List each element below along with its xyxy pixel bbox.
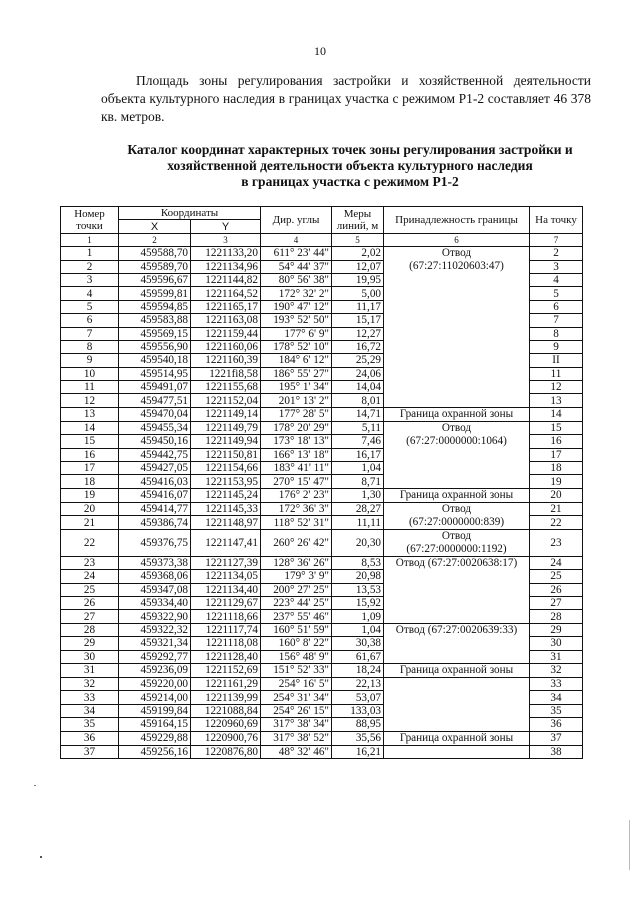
coord-y: 1221152,69 bbox=[191, 663, 261, 677]
coord-y: 1221164,52 bbox=[191, 287, 261, 300]
coord-y: 1221145,33 bbox=[191, 502, 261, 516]
coord-y: 1221153,95 bbox=[191, 475, 261, 488]
point-number: 10 bbox=[61, 367, 119, 380]
line-length: 53,07 bbox=[332, 691, 384, 704]
boundary-owner-text: Граница охранной зоны bbox=[399, 488, 514, 501]
intro-paragraph: Площадь зоны регулирования застройки и хозяйственной деятельности объекта культурного наследия в границах участка с режимом Р1-2 составляет 46 378 кв. метров. bbox=[101, 73, 591, 124]
coord-y: 1220900,76 bbox=[191, 731, 261, 745]
table-body bbox=[61, 247, 583, 759]
to-point: 26 bbox=[530, 583, 583, 596]
coord-x: 459427,05 bbox=[119, 462, 191, 475]
line-length: 11,17 bbox=[332, 300, 384, 313]
direction-angle: 128° 36' 26" bbox=[261, 556, 332, 569]
line-length: 14,04 bbox=[332, 381, 384, 394]
column-index: 5 bbox=[332, 233, 384, 246]
boundary-owner bbox=[384, 663, 530, 677]
coord-x: 459569,15 bbox=[119, 327, 191, 340]
line-length: 7,46 bbox=[332, 435, 384, 448]
direction-angle: 177° 28' 5" bbox=[261, 407, 332, 421]
to-point: II bbox=[530, 354, 583, 367]
to-point: 23 bbox=[530, 529, 583, 556]
line-length: 16,21 bbox=[332, 745, 384, 758]
point-number: 32 bbox=[61, 677, 119, 690]
boundary-owner bbox=[384, 421, 530, 488]
to-point: 7 bbox=[530, 314, 583, 327]
direction-angle: 176° 2' 23" bbox=[261, 488, 332, 502]
point-number: 11 bbox=[61, 381, 119, 394]
scan-edge-line bbox=[629, 820, 630, 870]
point-number: 26 bbox=[61, 596, 119, 609]
boundary-owner-text: (67:27:0000000:1064) bbox=[406, 434, 507, 447]
table-row bbox=[61, 421, 583, 434]
scan-speck bbox=[40, 856, 42, 858]
header-boundary-owner: Принадлежность границы bbox=[384, 207, 530, 234]
to-point: 11 bbox=[530, 367, 583, 380]
coord-y: 1221139,99 bbox=[191, 691, 261, 704]
coord-x: 459322,90 bbox=[119, 610, 191, 623]
point-number: 8 bbox=[61, 340, 119, 353]
header-line-lengths: Меры линий, м bbox=[332, 207, 384, 234]
line-length: 20,30 bbox=[332, 529, 384, 556]
point-number: 21 bbox=[61, 516, 119, 530]
line-length: 28,27 bbox=[332, 502, 384, 516]
header-point-number: Номер точки bbox=[61, 207, 119, 234]
to-point: 19 bbox=[530, 475, 583, 488]
coord-y: 1221128,40 bbox=[191, 650, 261, 663]
coord-x: 459477,51 bbox=[119, 394, 191, 407]
coord-y: 1221160,39 bbox=[191, 354, 261, 367]
direction-angle: 260° 26' 42" bbox=[261, 529, 332, 556]
line-length: 24,06 bbox=[332, 367, 384, 380]
coord-x: 459386,74 bbox=[119, 516, 191, 530]
boundary-owner bbox=[384, 529, 530, 556]
direction-angle: 254° 16' 5" bbox=[261, 677, 332, 690]
boundary-owner-text: (67:27:0000000:1192) bbox=[406, 542, 507, 555]
column-index: 6 bbox=[384, 233, 530, 246]
coord-y: 1221155,68 bbox=[191, 381, 261, 394]
direction-angle: 172° 32' 2" bbox=[261, 287, 332, 300]
coord-y: 1221127,39 bbox=[191, 556, 261, 569]
line-length: 88,95 bbox=[332, 718, 384, 731]
header-angles: Дир. углы bbox=[261, 207, 332, 234]
point-number: 18 bbox=[61, 475, 119, 488]
to-point: 17 bbox=[530, 448, 583, 461]
boundary-owner-text: Граница охранной зоны bbox=[399, 663, 514, 676]
direction-angle: 118° 52' 31" bbox=[261, 516, 332, 530]
coord-x: 459599,81 bbox=[119, 287, 191, 300]
coord-x: 459470,04 bbox=[119, 407, 191, 421]
direction-angle: 270° 15' 47" bbox=[261, 475, 332, 488]
line-length: 35,56 bbox=[332, 731, 384, 745]
to-point: 32 bbox=[530, 663, 583, 677]
point-number: 31 bbox=[61, 663, 119, 677]
table-row bbox=[61, 407, 583, 421]
point-number: 36 bbox=[61, 731, 119, 745]
line-length: 2,02 bbox=[332, 247, 384, 260]
coord-x: 459376,75 bbox=[119, 529, 191, 556]
to-point: 31 bbox=[530, 650, 583, 663]
coord-x: 459514,95 bbox=[119, 367, 191, 380]
point-number: 13 bbox=[61, 407, 119, 421]
direction-angle: 184° 6' 12" bbox=[261, 354, 332, 367]
to-point: 36 bbox=[530, 718, 583, 731]
line-length: 19,95 bbox=[332, 273, 384, 286]
coord-y: 1221fi8,58 bbox=[191, 367, 261, 380]
direction-angle: 193° 52' 50" bbox=[261, 314, 332, 327]
to-point: 20 bbox=[530, 488, 583, 502]
coord-y: 1221118,08 bbox=[191, 637, 261, 650]
to-point: 8 bbox=[530, 327, 583, 340]
line-length: 13,53 bbox=[332, 583, 384, 596]
coord-x: 459292,77 bbox=[119, 650, 191, 663]
point-number: 5 bbox=[61, 300, 119, 313]
coord-y: 1221088,84 bbox=[191, 704, 261, 717]
table-row bbox=[61, 745, 583, 758]
coord-x: 459540,18 bbox=[119, 354, 191, 367]
direction-angle: 156° 48' 9" bbox=[261, 650, 332, 663]
point-number: 33 bbox=[61, 691, 119, 704]
line-length: 16,72 bbox=[332, 340, 384, 353]
coord-x: 459236,09 bbox=[119, 663, 191, 677]
coord-x: 459589,70 bbox=[119, 260, 191, 273]
coord-x: 459455,34 bbox=[119, 421, 191, 434]
coord-y: 1221134,96 bbox=[191, 260, 261, 273]
direction-angle: 151° 52' 33" bbox=[261, 663, 332, 677]
point-number: 30 bbox=[61, 650, 119, 663]
point-number: 20 bbox=[61, 502, 119, 516]
line-length: 8,01 bbox=[332, 394, 384, 407]
boundary-owner bbox=[384, 407, 530, 421]
to-point: 12 bbox=[530, 381, 583, 394]
direction-angle: 160° 8' 22" bbox=[261, 637, 332, 650]
heading-line-1: Каталог координат характерных точек зоны регулирования застройки и bbox=[127, 142, 573, 157]
point-number: 34 bbox=[61, 704, 119, 717]
point-number: 2 bbox=[61, 260, 119, 273]
point-number: 29 bbox=[61, 637, 119, 650]
to-point: 4 bbox=[530, 273, 583, 286]
coord-x: 459414,77 bbox=[119, 502, 191, 516]
to-point: 5 bbox=[530, 287, 583, 300]
coord-x: 459373,38 bbox=[119, 556, 191, 569]
direction-angle: 178° 52' 10" bbox=[261, 340, 332, 353]
to-point: 25 bbox=[530, 570, 583, 583]
header-y: Y bbox=[191, 220, 261, 233]
coord-x: 459596,67 bbox=[119, 273, 191, 286]
coord-y: 1221118,66 bbox=[191, 610, 261, 623]
line-length: 15,17 bbox=[332, 314, 384, 327]
line-length: 14,71 bbox=[332, 407, 384, 421]
coord-x: 459368,06 bbox=[119, 570, 191, 583]
point-number: 27 bbox=[61, 610, 119, 623]
direction-angle: 201° 13' 2" bbox=[261, 394, 332, 407]
coordinates-table bbox=[60, 206, 583, 759]
coord-y: 1221134,05 bbox=[191, 570, 261, 583]
catalog-heading bbox=[100, 142, 600, 190]
line-length: 61,67 bbox=[332, 650, 384, 663]
line-length: 12,07 bbox=[332, 260, 384, 273]
coord-x: 459347,08 bbox=[119, 583, 191, 596]
line-length: 1,04 bbox=[332, 623, 384, 636]
to-point: 37 bbox=[530, 731, 583, 745]
coord-y: 1221133,20 bbox=[191, 247, 261, 260]
direction-angle: 254° 31' 34" bbox=[261, 691, 332, 704]
line-length: 12,27 bbox=[332, 327, 384, 340]
point-number: 15 bbox=[61, 435, 119, 448]
boundary-owner-text: Граница охранной зоны bbox=[399, 731, 514, 744]
point-number: 24 bbox=[61, 570, 119, 583]
coord-x: 459164,15 bbox=[119, 718, 191, 731]
line-length: 20,98 bbox=[332, 570, 384, 583]
line-length: 22,13 bbox=[332, 677, 384, 690]
coord-x: 459588,70 bbox=[119, 247, 191, 260]
line-length: 8,53 bbox=[332, 556, 384, 569]
to-point: 9 bbox=[530, 340, 583, 353]
direction-angle: 317° 38' 52" bbox=[261, 731, 332, 745]
coord-x: 459416,03 bbox=[119, 475, 191, 488]
coord-y: 1221159,44 bbox=[191, 327, 261, 340]
column-index: 7 bbox=[530, 233, 583, 246]
coord-x: 459334,40 bbox=[119, 596, 191, 609]
direction-angle: 183° 41' 11" bbox=[261, 462, 332, 475]
point-number: 4 bbox=[61, 287, 119, 300]
coord-x: 459450,16 bbox=[119, 435, 191, 448]
line-length: 1,04 bbox=[332, 462, 384, 475]
to-point: 22 bbox=[530, 516, 583, 530]
boundary-owner bbox=[384, 731, 530, 745]
column-index-row bbox=[61, 233, 583, 246]
header-coordinates: Координаты bbox=[119, 207, 261, 220]
direction-angle: 177° 6' 9" bbox=[261, 327, 332, 340]
coord-x: 459229,88 bbox=[119, 731, 191, 745]
boundary-owner-text: Отвод bbox=[441, 421, 472, 434]
direction-angle: 186° 55' 27" bbox=[261, 367, 332, 380]
coord-x: 459583,88 bbox=[119, 314, 191, 327]
point-number: 6 bbox=[61, 314, 119, 327]
boundary-owner-text: Граница охранной зоны bbox=[399, 407, 514, 420]
to-point: 2 bbox=[530, 247, 583, 260]
boundary-owner-text: Отвод (67:27:0020638:17) bbox=[395, 556, 518, 569]
coord-y: 1221165,17 bbox=[191, 300, 261, 313]
boundary-owner-text: (67:27:0000000:839) bbox=[408, 515, 505, 528]
point-number: 17 bbox=[61, 462, 119, 475]
table-row bbox=[61, 623, 583, 636]
coord-y: 1221147,41 bbox=[191, 529, 261, 556]
line-length: 16,17 bbox=[332, 448, 384, 461]
direction-angle: 166° 13' 18" bbox=[261, 448, 332, 461]
direction-angle: 195° 1' 34" bbox=[261, 381, 332, 394]
column-index: 4 bbox=[261, 233, 332, 246]
coord-x: 459214,00 bbox=[119, 691, 191, 704]
coord-y: 1221154,66 bbox=[191, 462, 261, 475]
column-index: 1 bbox=[61, 233, 119, 246]
direction-angle: 80° 56' 38" bbox=[261, 273, 332, 286]
point-number: 9 bbox=[61, 354, 119, 367]
direction-angle: 254° 26' 15" bbox=[261, 704, 332, 717]
direction-angle: 223° 44' 25" bbox=[261, 596, 332, 609]
line-length: 15,92 bbox=[332, 596, 384, 609]
point-number: 19 bbox=[61, 488, 119, 502]
direction-angle: 173° 18' 13" bbox=[261, 435, 332, 448]
header-x: X bbox=[119, 220, 191, 233]
point-number: 35 bbox=[61, 718, 119, 731]
to-point: 6 bbox=[530, 300, 583, 313]
coord-x: 459256,16 bbox=[119, 745, 191, 758]
line-length: 1,09 bbox=[332, 610, 384, 623]
boundary-owner bbox=[384, 247, 530, 408]
boundary-owner-text: Отвод bbox=[441, 502, 472, 515]
coord-y: 1221149,94 bbox=[191, 435, 261, 448]
coord-y: 1221148,97 bbox=[191, 516, 261, 530]
to-point: 13 bbox=[530, 394, 583, 407]
coord-x: 459220,00 bbox=[119, 677, 191, 690]
to-point: 3 bbox=[530, 260, 583, 273]
line-length: 18,24 bbox=[332, 663, 384, 677]
point-number: 22 bbox=[61, 529, 119, 556]
to-point: 24 bbox=[530, 556, 583, 569]
to-point: 16 bbox=[530, 435, 583, 448]
line-length: 5,11 bbox=[332, 421, 384, 434]
direction-angle: 172° 36' 3" bbox=[261, 502, 332, 516]
to-point: 14 bbox=[530, 407, 583, 421]
coord-y: 1221160,06 bbox=[191, 340, 261, 353]
coord-x: 459416,07 bbox=[119, 488, 191, 502]
table-row bbox=[61, 247, 583, 260]
table-row bbox=[61, 663, 583, 677]
direction-angle: 178° 20' 29" bbox=[261, 421, 332, 434]
boundary-owner bbox=[384, 502, 530, 529]
coord-y: 1221152,04 bbox=[191, 394, 261, 407]
to-point: 30 bbox=[530, 637, 583, 650]
coord-x: 459594,85 bbox=[119, 300, 191, 313]
table-row bbox=[61, 677, 583, 690]
boundary-owner bbox=[384, 556, 530, 623]
coord-y: 1221144,82 bbox=[191, 273, 261, 286]
to-point: 27 bbox=[530, 596, 583, 609]
line-length: 11,11 bbox=[332, 516, 384, 530]
direction-angle: 179° 3' 9" bbox=[261, 570, 332, 583]
coord-y: 1221117,74 bbox=[191, 623, 261, 636]
table-row bbox=[61, 529, 583, 556]
column-index: 2 bbox=[119, 233, 191, 246]
to-point: 33 bbox=[530, 677, 583, 690]
boundary-owner bbox=[384, 623, 530, 663]
coord-y: 1221150,81 bbox=[191, 448, 261, 461]
table-row bbox=[61, 488, 583, 502]
to-point: 29 bbox=[530, 623, 583, 636]
direction-angle: 54° 44' 37" bbox=[261, 260, 332, 273]
column-index: 3 bbox=[191, 233, 261, 246]
coord-y: 1221161,29 bbox=[191, 677, 261, 690]
coord-y: 1220876,80 bbox=[191, 745, 261, 758]
coord-x: 459199,84 bbox=[119, 704, 191, 717]
point-number: 1 bbox=[61, 247, 119, 260]
coord-y: 1221149,14 bbox=[191, 407, 261, 421]
boundary-owner bbox=[384, 488, 530, 502]
to-point: 18 bbox=[530, 462, 583, 475]
line-length: 1,30 bbox=[332, 488, 384, 502]
boundary-owner-text: Отвод bbox=[441, 529, 472, 542]
coord-y: 1221163,08 bbox=[191, 314, 261, 327]
coord-y: 1221134,40 bbox=[191, 583, 261, 596]
point-number: 28 bbox=[61, 623, 119, 636]
to-point: 35 bbox=[530, 704, 583, 717]
line-length: 25,29 bbox=[332, 354, 384, 367]
boundary-owner bbox=[384, 745, 530, 758]
coord-x: 459321,34 bbox=[119, 637, 191, 650]
direction-angle: 237° 55' 46" bbox=[261, 610, 332, 623]
point-number: 37 bbox=[61, 745, 119, 758]
direction-angle: 190° 47' 12" bbox=[261, 300, 332, 313]
table-row bbox=[61, 556, 583, 569]
line-length: 30,38 bbox=[332, 637, 384, 650]
direction-angle: 48° 32' 46" bbox=[261, 745, 332, 758]
table-row bbox=[61, 731, 583, 745]
coord-y: 1221145,24 bbox=[191, 488, 261, 502]
point-number: 12 bbox=[61, 394, 119, 407]
to-point: 38 bbox=[530, 745, 583, 758]
point-number: 7 bbox=[61, 327, 119, 340]
point-number: 23 bbox=[61, 556, 119, 569]
boundary-owner-text: (67:27:11020603:47) bbox=[409, 260, 504, 273]
coord-y: 1221129,67 bbox=[191, 596, 261, 609]
coord-x: 459322,32 bbox=[119, 623, 191, 636]
boundary-owner-text: Отвод (67:27:0020639:33) bbox=[395, 623, 518, 636]
coord-y: 1221149,79 bbox=[191, 421, 261, 434]
point-number: 16 bbox=[61, 448, 119, 461]
table-row bbox=[61, 502, 583, 516]
coord-y: 1220960,69 bbox=[191, 718, 261, 731]
direction-angle: 160° 51' 59" bbox=[261, 623, 332, 636]
to-point: 28 bbox=[530, 610, 583, 623]
heading-line-2: хозяйственной деятельности объекта культурного наследия bbox=[167, 158, 533, 173]
point-number: 25 bbox=[61, 583, 119, 596]
header-to-point: На точку bbox=[530, 207, 583, 234]
boundary-owner-text: Отвод bbox=[441, 247, 472, 260]
heading-line-3: в границах участка с режимом Р1-2 bbox=[241, 174, 459, 189]
boundary-owner bbox=[384, 677, 530, 731]
page-number: 10 bbox=[314, 44, 326, 58]
to-point: 21 bbox=[530, 502, 583, 516]
scan-speck bbox=[34, 785, 36, 786]
line-length: 133,03 bbox=[332, 704, 384, 717]
coord-x: 459442,75 bbox=[119, 448, 191, 461]
to-point: 15 bbox=[530, 421, 583, 434]
point-number: 3 bbox=[61, 273, 119, 286]
coord-x: 459556,90 bbox=[119, 340, 191, 353]
direction-angle: 611° 23' 44" bbox=[261, 247, 332, 260]
line-length: 5,00 bbox=[332, 287, 384, 300]
point-number: 14 bbox=[61, 421, 119, 434]
direction-angle: 200° 27' 25" bbox=[261, 583, 332, 596]
line-length: 8,71 bbox=[332, 475, 384, 488]
direction-angle: 317° 38' 34" bbox=[261, 718, 332, 731]
coord-x: 459491,07 bbox=[119, 381, 191, 394]
to-point: 34 bbox=[530, 691, 583, 704]
